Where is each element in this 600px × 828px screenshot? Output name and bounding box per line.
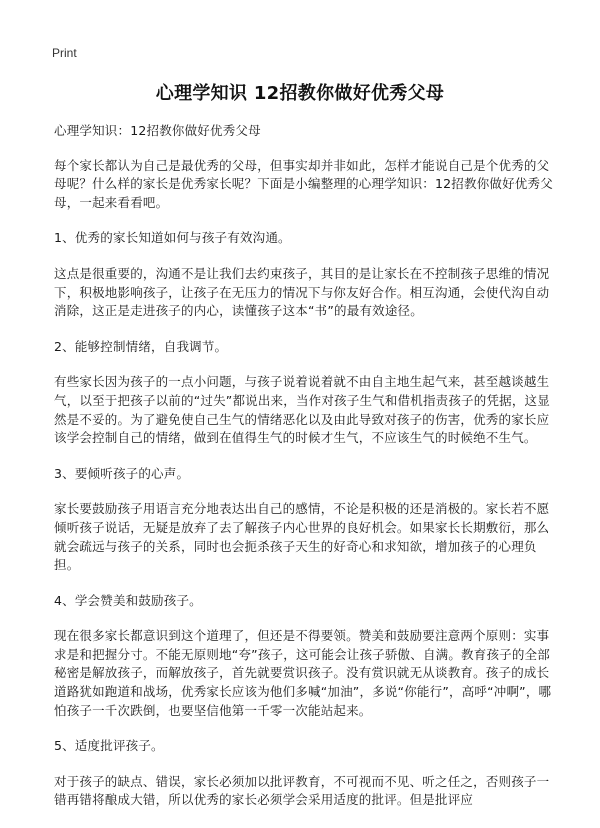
intro-paragraph: 每个家长都认为自己是最优秀的父母，但事实却并非如此，怎样才能说自己是个优秀的父母呢？什么样的家长是优秀家长呢？下面是小编整理的心理学知识：12招教你做好优秀父母，一起来看看吧。 [54, 157, 553, 210]
page-title: 心理学知识 12招教你做好优秀父母 [155, 83, 445, 104]
print-link[interactable]: Print [52, 46, 77, 60]
section-4-heading: 4、学会赞美和鼓励孩子。 [54, 592, 202, 608]
section-4-body: 现在很多家长都意识到这个道理了，但还是不得要领。赞美和鼓励要注意两个原则：实事求是和把握分寸。不能无原则地“夸”孩子，这可能会让孩子骄傲、自满。教育孩子的全部秘密是解放孩子，而解放孩子，首先就要赏识孩子。没有赏识就无从谈教育。孩子的成长道路犹如跑道和战场，优秀家长应该为他们多喊“加油”，多说“你能行”，高呼“冲啊”，哪怕孩子一千次跌倒，也要坚信他第一千零一次能站起来。 [54, 628, 552, 718]
section-1-body: 这点是很重要的，沟通不是让我们去约束孩子，其目的是让家长在不控制孩子思维的情况下，积极地影响孩子，让孩子在无压力的情况下与你友好合作。相互沟通，会使代沟自动消除，这正是走进孩子的内心，读懂孩子这本“书”的最有效途径。 [54, 265, 550, 319]
section-1-heading: 1、优秀的家长知道如何与孩子有效沟通。 [54, 230, 291, 246]
section-3-heading: 3、要倾听孩子的心声。 [54, 465, 190, 481]
section-2-heading: 2、能够控制情绪，自我调节。 [54, 338, 228, 354]
section-2-body: 有些家长因为孩子的一点小问题，与孩子说着说着就不由自主地生起气来，甚至越谈越生气，以至于把孩子以前的“过失”都说出来，当作对孩子生气和借机指责孩子的凭据，这显然是不妥的。为了避免使自己生气的情绪恶化以及由此导致对孩子的伤害，优秀的家长应该学会控制自己的情绪，做到在值得生气的时候才生气，不应该生气的时候绝不生气。 [54, 374, 550, 446]
section-5-heading: 5、适度批评孩子。 [54, 738, 164, 754]
article-body [54, 122, 554, 827]
section-3-body: 家长要鼓励孩子用语言充分地表达出自己的感情，不论是积极的还是消极的。家长若不愿倾听孩子说话，无疑是放弃了去了解孩子内心世界的良好机会。如果家长长期敷衍，那么就会疏远与孩子的关系，同时也会扼杀孩子天生的好奇心和求知欲，增加孩子的心理负担。 [54, 501, 550, 573]
article-subtitle: 心理学知识：12招教你做好优秀父母 [54, 123, 261, 138]
section-5-body: 对于孩子的缺点、错误，家长必须加以批评教育，不可视而不见、听之任之，否则孩子一错再错将酿成大错，所以优秀的家长必须学会采用适度的批评。但是批评应 [54, 773, 550, 808]
